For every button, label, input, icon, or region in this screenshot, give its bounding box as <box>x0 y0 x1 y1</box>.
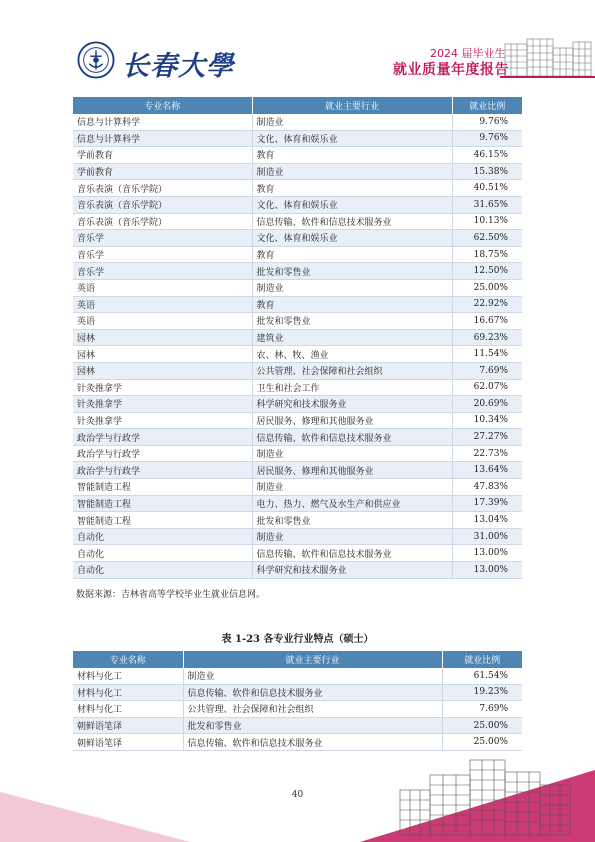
ratio-cell: 69.23% <box>452 329 522 346</box>
table-row <box>73 379 522 396</box>
industry-cell: 居民服务、修理和其他服务业 <box>252 412 452 429</box>
column-header: 专业名称 <box>73 651 183 668</box>
major-cell: 针灸推拿学 <box>73 412 252 429</box>
major-cell: 信息与计算科学 <box>73 130 252 147</box>
table-row <box>73 429 522 446</box>
industry-cell: 信息传输、软件和信息技术服务业 <box>252 429 452 446</box>
ratio-cell: 13.64% <box>452 462 522 479</box>
column-header: 就业主要行业 <box>252 97 452 114</box>
major-cell: 政治学与行政学 <box>73 429 252 446</box>
ratio-cell: 62.50% <box>452 230 522 247</box>
table-caption: 表 1-23 各专业行业特点（硕士） <box>221 634 374 645</box>
major-cell: 英语 <box>73 279 252 296</box>
table-row <box>73 462 522 479</box>
table-row <box>73 701 522 718</box>
table-row <box>73 495 522 512</box>
ratio-cell: 25.00% <box>442 717 522 734</box>
ratio-cell: 9.76% <box>452 130 522 147</box>
major-cell: 自动化 <box>73 528 252 545</box>
university-name: 长春大學 <box>122 51 234 82</box>
table-row <box>73 163 522 180</box>
ratio-cell: 46.15% <box>452 147 522 164</box>
table-row <box>73 412 522 429</box>
major-cell: 朝鲜语笔译 <box>73 734 183 751</box>
ratio-cell: 9.76% <box>452 114 522 130</box>
industry-cell: 文化、体育和娱乐业 <box>252 130 452 147</box>
industry-cell: 制造业 <box>252 445 452 462</box>
major-cell: 自动化 <box>73 545 252 562</box>
ratio-cell: 13.00% <box>452 562 522 579</box>
industry-cell: 批发和零售业 <box>252 313 452 330</box>
major-cell: 音乐学 <box>73 263 252 280</box>
ratio-cell: 16.67% <box>452 313 522 330</box>
table-row <box>73 246 522 263</box>
column-header: 就业比例 <box>452 97 522 114</box>
table-row <box>73 479 522 496</box>
industry-cell: 居民服务、修理和其他服务业 <box>252 462 452 479</box>
industry-cell: 公共管理、社会保障和社会组织 <box>252 362 452 379</box>
major-cell: 英语 <box>73 296 252 313</box>
major-cell: 音乐表演（音乐学院） <box>73 180 252 197</box>
table-row <box>73 346 522 363</box>
ratio-cell: 47.83% <box>452 479 522 496</box>
ratio-cell: 18.75% <box>452 246 522 263</box>
major-cell: 园林 <box>73 329 252 346</box>
ratio-cell: 40.51% <box>452 180 522 197</box>
ratio-cell: 31.00% <box>452 528 522 545</box>
major-cell: 音乐学 <box>73 230 252 247</box>
industry-cell: 制造业 <box>252 163 452 180</box>
major-cell: 智能制造工程 <box>73 495 252 512</box>
major-cell: 针灸推拿学 <box>73 379 252 396</box>
ratio-cell: 13.00% <box>452 545 522 562</box>
report-title: 就业质量年度报告 <box>393 62 509 78</box>
column-header: 就业主要行业 <box>183 651 442 668</box>
industry-cell: 制造业 <box>252 528 452 545</box>
table-row <box>73 263 522 280</box>
major-cell: 自动化 <box>73 562 252 579</box>
footer-decoration <box>0 730 595 842</box>
industry-cell: 制造业 <box>252 279 452 296</box>
industry-cell: 科学研究和技术服务业 <box>252 396 452 413</box>
ratio-cell: 15.38% <box>452 163 522 180</box>
ratio-cell: 61.54% <box>442 668 522 684</box>
major-cell: 园林 <box>73 362 252 379</box>
column-header: 专业名称 <box>73 97 252 114</box>
university-seal-icon <box>77 41 115 79</box>
column-header: 就业比例 <box>442 651 522 668</box>
industry-cell: 制造业 <box>252 479 452 496</box>
industry-cell: 文化、体育和娱乐业 <box>252 196 452 213</box>
ratio-cell: 17.39% <box>452 495 522 512</box>
industry-cell: 公共管理、社会保障和社会组织 <box>183 701 442 718</box>
table-row <box>73 528 522 545</box>
ratio-cell: 7.69% <box>452 362 522 379</box>
major-cell: 学前教育 <box>73 163 252 180</box>
table-body <box>73 114 522 578</box>
ratio-cell: 11.54% <box>452 346 522 363</box>
table-row <box>73 213 522 230</box>
ratio-cell: 10.34% <box>452 412 522 429</box>
ratio-cell: 13.04% <box>452 512 522 529</box>
major-cell: 信息与计算科学 <box>73 114 252 130</box>
table-row <box>73 684 522 701</box>
industry-cell: 信息传输、软件和信息技术服务业 <box>183 734 442 751</box>
source-note: 数据来源：吉林省高等学校毕业生就业信息网。 <box>76 590 266 600</box>
major-cell: 英语 <box>73 313 252 330</box>
ratio-cell: 25.00% <box>452 279 522 296</box>
ratio-cell: 62.07% <box>452 379 522 396</box>
ratio-cell: 25.00% <box>442 734 522 751</box>
industry-cell: 农、林、牧、渔业 <box>252 346 452 363</box>
table-row <box>73 114 522 130</box>
industry-cell: 制造业 <box>183 668 442 684</box>
major-cell: 政治学与行政学 <box>73 445 252 462</box>
major-cell: 材料与化工 <box>73 701 183 718</box>
table-header <box>73 651 522 668</box>
industry-table-undergraduate <box>73 97 522 579</box>
table-row <box>73 362 522 379</box>
table-row <box>73 545 522 562</box>
ratio-cell: 27.27% <box>452 429 522 446</box>
ratio-cell: 31.65% <box>452 196 522 213</box>
page-header <box>0 0 595 95</box>
table-row <box>73 562 522 579</box>
building-sketch-icon <box>500 36 595 81</box>
industry-cell: 建筑业 <box>252 329 452 346</box>
industry-cell: 教育 <box>252 180 452 197</box>
major-cell: 音乐表演（音乐学院） <box>73 196 252 213</box>
ratio-cell: 12.50% <box>452 263 522 280</box>
table-row <box>73 230 522 247</box>
ratio-cell: 20.69% <box>452 396 522 413</box>
major-cell: 音乐学 <box>73 246 252 263</box>
ratio-cell: 22.73% <box>452 445 522 462</box>
industry-cell: 信息传输、软件和信息技术服务业 <box>252 545 452 562</box>
industry-cell: 电力、热力、燃气及水生产和供应业 <box>252 495 452 512</box>
major-cell: 朝鲜语笔译 <box>73 717 183 734</box>
industry-cell: 制造业 <box>252 114 452 130</box>
ratio-cell: 10.13% <box>452 213 522 230</box>
table-row <box>73 130 522 147</box>
ratio-cell: 19.23% <box>442 684 522 701</box>
industry-cell: 文化、体育和娱乐业 <box>252 230 452 247</box>
ratio-cell: 22.92% <box>452 296 522 313</box>
industry-cell: 批发和零售业 <box>252 512 452 529</box>
table-row <box>73 296 522 313</box>
table-row <box>73 512 522 529</box>
industry-cell: 教育 <box>252 296 452 313</box>
major-cell: 学前教育 <box>73 147 252 164</box>
industry-cell: 信息传输、软件和信息技术服务业 <box>183 684 442 701</box>
table-row <box>73 279 522 296</box>
page-number: 40 <box>291 790 304 800</box>
major-cell: 政治学与行政学 <box>73 462 252 479</box>
table-row <box>73 396 522 413</box>
major-cell: 智能制造工程 <box>73 479 252 496</box>
major-cell: 智能制造工程 <box>73 512 252 529</box>
industry-cell: 批发和零售业 <box>252 263 452 280</box>
table-row <box>73 668 522 684</box>
major-cell: 材料与化工 <box>73 668 183 684</box>
ratio-cell: 7.69% <box>442 701 522 718</box>
report-year: 2024 届毕业生 <box>430 47 506 60</box>
industry-cell: 批发和零售业 <box>183 717 442 734</box>
table-row <box>73 180 522 197</box>
major-cell: 园林 <box>73 346 252 363</box>
table-row <box>73 445 522 462</box>
table-row <box>73 313 522 330</box>
table-header <box>73 97 522 114</box>
major-cell: 针灸推拿学 <box>73 396 252 413</box>
industry-cell: 科学研究和技术服务业 <box>252 562 452 579</box>
major-cell: 音乐表演（音乐学院） <box>73 213 252 230</box>
industry-cell: 教育 <box>252 147 452 164</box>
industry-cell: 信息传输、软件和信息技术服务业 <box>252 213 452 230</box>
table-row <box>73 196 522 213</box>
table-row <box>73 329 522 346</box>
major-cell: 材料与化工 <box>73 684 183 701</box>
table-row <box>73 147 522 164</box>
industry-cell: 卫生和社会工作 <box>252 379 452 396</box>
industry-cell: 教育 <box>252 246 452 263</box>
